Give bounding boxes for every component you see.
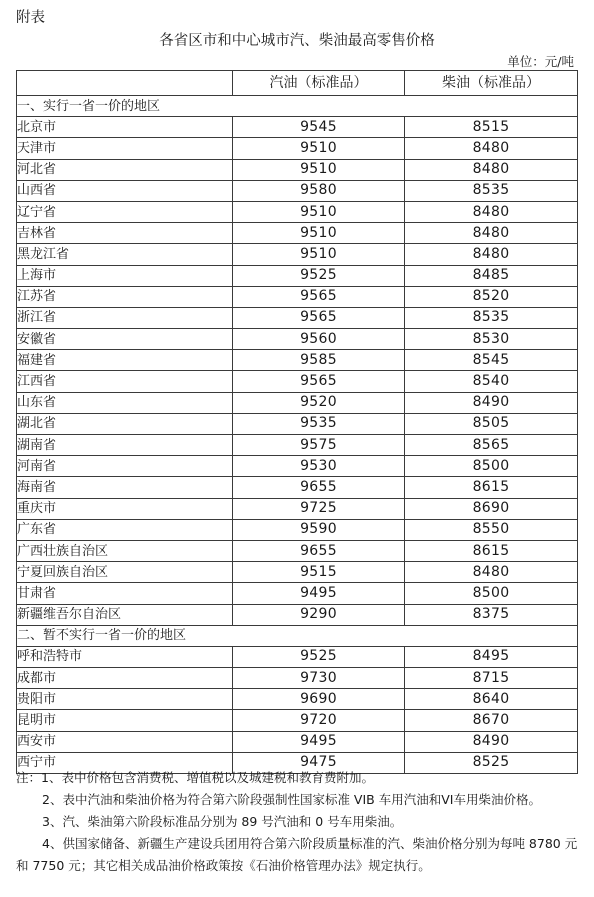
price-table <box>16 70 578 774</box>
note-item: 注：1、表中价格包含消费税、增值税以及城建税和教育费附加。 <box>16 770 374 785</box>
region-cell: 福建省 <box>17 350 233 371</box>
diesel-price-cell: 8640 <box>405 689 578 710</box>
gasoline-price-cell: 9545 <box>233 117 405 138</box>
region-cell: 贵阳市 <box>17 689 233 710</box>
diesel-price-cell: 8480 <box>405 138 578 159</box>
section-row <box>17 96 578 117</box>
region-cell: 浙江省 <box>17 307 233 328</box>
table-header-row <box>17 71 578 96</box>
table-row <box>17 244 578 265</box>
diesel-price-cell: 8520 <box>405 286 578 307</box>
gasoline-price-cell: 9525 <box>233 646 405 667</box>
region-cell: 广西壮族自治区 <box>17 540 233 561</box>
diesel-price-cell: 8670 <box>405 710 578 731</box>
table-row <box>17 265 578 286</box>
region-cell: 呼和浩特市 <box>17 646 233 667</box>
region-cell: 成都市 <box>17 668 233 689</box>
region-cell: 江苏省 <box>17 286 233 307</box>
gasoline-price-cell: 9575 <box>233 435 405 456</box>
region-cell: 安徽省 <box>17 329 233 350</box>
diesel-price-cell: 8495 <box>405 646 578 667</box>
section-row <box>17 625 578 646</box>
gasoline-price-cell: 9510 <box>233 159 405 180</box>
diesel-price-cell: 8500 <box>405 456 578 477</box>
gasoline-price-cell: 9725 <box>233 498 405 519</box>
region-cell: 山西省 <box>17 180 233 201</box>
table-row <box>17 562 578 583</box>
table-row <box>17 689 578 710</box>
region-cell: 昆明市 <box>17 710 233 731</box>
table-row <box>17 286 578 307</box>
table-row <box>17 519 578 540</box>
unit-label: 单位：元/吨 <box>507 54 574 69</box>
gasoline-price-cell: 9655 <box>233 477 405 498</box>
table-body <box>17 96 578 774</box>
diesel-price-cell: 8490 <box>405 731 578 752</box>
diesel-price-cell: 8565 <box>405 435 578 456</box>
diesel-price-cell: 8505 <box>405 413 578 434</box>
region-cell: 广东省 <box>17 519 233 540</box>
region-cell: 吉林省 <box>17 223 233 244</box>
diesel-column-header: 柴油（标准品） <box>405 71 578 96</box>
gasoline-price-cell: 9530 <box>233 456 405 477</box>
table-row <box>17 117 578 138</box>
gasoline-price-cell: 9495 <box>233 583 405 604</box>
gasoline-price-cell: 9520 <box>233 392 405 413</box>
diesel-price-cell: 8500 <box>405 583 578 604</box>
table-row <box>17 731 578 752</box>
diesel-price-cell: 8480 <box>405 201 578 222</box>
region-column-header <box>17 71 233 96</box>
region-cell: 西安市 <box>17 731 233 752</box>
diesel-price-cell: 8375 <box>405 604 578 625</box>
gasoline-column-header: 汽油（标准品） <box>233 71 405 96</box>
gasoline-price-cell: 9475 <box>233 752 405 773</box>
region-cell: 黑龙江省 <box>17 244 233 265</box>
section-title: 一、实行一省一价的地区 <box>17 96 578 117</box>
diesel-price-cell: 8480 <box>405 159 578 180</box>
table-row <box>17 668 578 689</box>
table-row <box>17 498 578 519</box>
region-cell: 河南省 <box>17 456 233 477</box>
diesel-price-cell: 8525 <box>405 752 578 773</box>
table-row <box>17 392 578 413</box>
diesel-price-cell: 8485 <box>405 265 578 286</box>
diesel-price-cell: 8615 <box>405 540 578 561</box>
gasoline-price-cell: 9565 <box>233 371 405 392</box>
gasoline-price-cell: 9510 <box>233 138 405 159</box>
table-row <box>17 180 578 201</box>
table-row <box>17 138 578 159</box>
gasoline-price-cell: 9510 <box>233 201 405 222</box>
table-row <box>17 456 578 477</box>
table-row <box>17 159 578 180</box>
gasoline-price-cell: 9515 <box>233 562 405 583</box>
note-item: 3、汽、柴油第六阶段标准品分别为 89 号汽油和 0 号车用柴油。 <box>42 814 403 829</box>
region-cell: 湖南省 <box>17 435 233 456</box>
section-title: 二、暂不实行一省一价的地区 <box>17 625 578 646</box>
table-row <box>17 435 578 456</box>
gasoline-price-cell: 9580 <box>233 180 405 201</box>
region-cell: 北京市 <box>17 117 233 138</box>
table-row <box>17 350 578 371</box>
region-cell: 重庆市 <box>17 498 233 519</box>
page-title: 各省区市和中心城市汽、柴油最高零售价格 <box>159 33 435 49</box>
table-row <box>17 413 578 434</box>
region-cell: 新疆维吾尔自治区 <box>17 604 233 625</box>
gasoline-price-cell: 9655 <box>233 540 405 561</box>
table-row <box>17 604 578 625</box>
table-row <box>17 583 578 604</box>
gasoline-price-cell: 9565 <box>233 286 405 307</box>
diesel-price-cell: 8480 <box>405 223 578 244</box>
gasoline-price-cell: 9560 <box>233 329 405 350</box>
region-cell: 山东省 <box>17 392 233 413</box>
gasoline-price-cell: 9510 <box>233 244 405 265</box>
region-cell: 海南省 <box>17 477 233 498</box>
diesel-price-cell: 8490 <box>405 392 578 413</box>
table-row <box>17 371 578 392</box>
region-cell: 湖北省 <box>17 413 233 434</box>
table-row <box>17 201 578 222</box>
diesel-price-cell: 8480 <box>405 562 578 583</box>
gasoline-price-cell: 9690 <box>233 689 405 710</box>
gasoline-price-cell: 9290 <box>233 604 405 625</box>
region-cell: 上海市 <box>17 265 233 286</box>
diesel-price-cell: 8550 <box>405 519 578 540</box>
gasoline-price-cell: 9565 <box>233 307 405 328</box>
gasoline-price-cell: 9525 <box>233 265 405 286</box>
table-row <box>17 329 578 350</box>
gasoline-price-cell: 9720 <box>233 710 405 731</box>
gasoline-price-cell: 9585 <box>233 350 405 371</box>
region-cell: 辽宁省 <box>17 201 233 222</box>
region-cell: 江西省 <box>17 371 233 392</box>
gasoline-price-cell: 9730 <box>233 668 405 689</box>
appendix-label: 附表 <box>16 10 45 26</box>
diesel-price-cell: 8515 <box>405 117 578 138</box>
diesel-price-cell: 8715 <box>405 668 578 689</box>
diesel-price-cell: 8480 <box>405 244 578 265</box>
table-row <box>17 477 578 498</box>
region-cell: 甘肃省 <box>17 583 233 604</box>
note-item: 4、供国家储备、新疆生产建设兵团用符合第六阶段质量标准的汽、柴油价格分别为每吨 8780 元和 7750 元；其它相关成品油价格政策按《石油价格管理办法》规定执行。 <box>16 836 578 873</box>
gasoline-price-cell: 9535 <box>233 413 405 434</box>
table-row <box>17 540 578 561</box>
gasoline-price-cell: 9510 <box>233 223 405 244</box>
diesel-price-cell: 8690 <box>405 498 578 519</box>
diesel-price-cell: 8540 <box>405 371 578 392</box>
diesel-price-cell: 8615 <box>405 477 578 498</box>
table-row <box>17 710 578 731</box>
region-cell: 宁夏回族自治区 <box>17 562 233 583</box>
table-row <box>17 223 578 244</box>
diesel-price-cell: 8535 <box>405 307 578 328</box>
note-item: 2、表中汽油和柴油价格为符合第六阶段强制性国家标准 VIB 车用汽油和VI车用柴油价格。 <box>42 792 541 807</box>
notes <box>16 767 578 877</box>
diesel-price-cell: 8535 <box>405 180 578 201</box>
region-cell: 天津市 <box>17 138 233 159</box>
diesel-price-cell: 8530 <box>405 329 578 350</box>
table-row <box>17 307 578 328</box>
gasoline-price-cell: 9495 <box>233 731 405 752</box>
region-cell: 河北省 <box>17 159 233 180</box>
diesel-price-cell: 8545 <box>405 350 578 371</box>
gasoline-price-cell: 9590 <box>233 519 405 540</box>
table-row <box>17 646 578 667</box>
region-cell: 西宁市 <box>17 752 233 773</box>
